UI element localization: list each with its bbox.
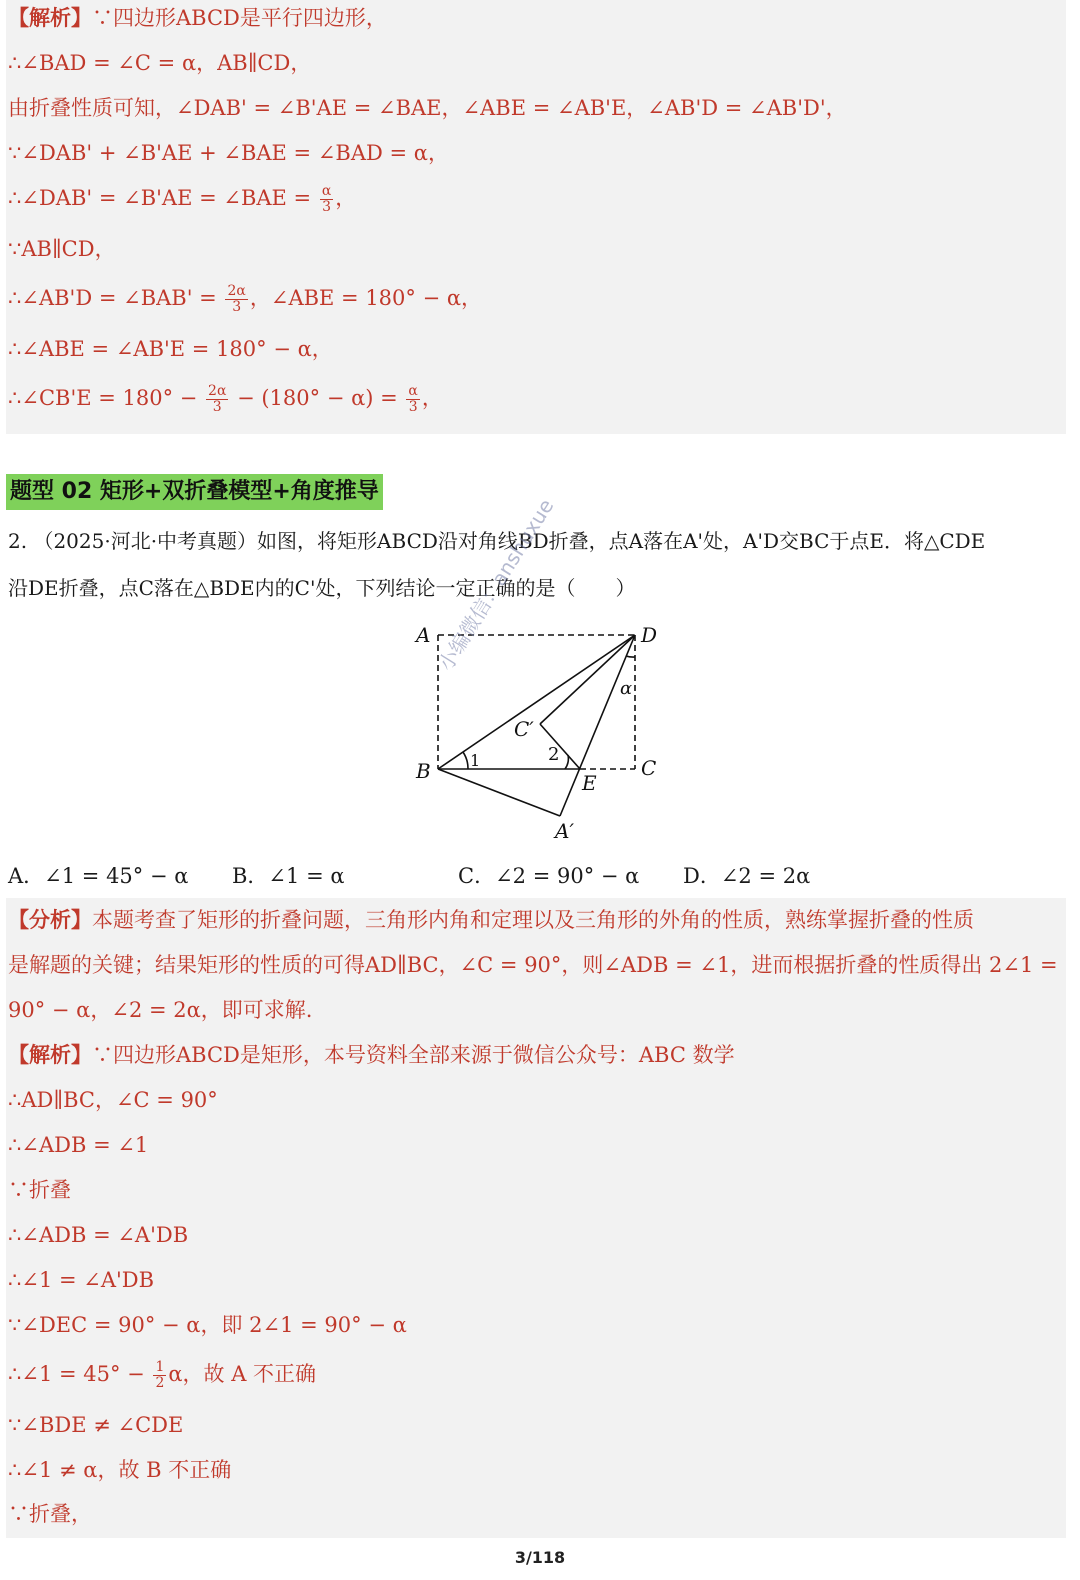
solution-1-line-1: 【解析】∵四边形ABCD是平行四边形，	[8, 6, 387, 30]
fraction: $\frac{\alpha}{3}$	[321, 183, 332, 215]
analysis-tag: 【分析】	[8, 908, 92, 932]
solution-2-line-9: ∵∠BDE ≠ ∠CDE	[8, 1413, 184, 1437]
solution-2-line-11: ∵折叠，	[8, 1502, 92, 1526]
solution-1-line-8: ∴∠ABE = ∠AB'E = 180° − α，	[8, 337, 333, 361]
fraction: $\frac{2\alpha}{3}$	[227, 283, 246, 315]
angle-1-arc	[463, 752, 468, 769]
solution-tag: 【解析】	[8, 6, 92, 30]
solution-2-line-2: ∴AD∥BC，∠C = 90°	[8, 1088, 218, 1112]
label-B: B	[416, 759, 431, 783]
solution-2-line-10: ∴∠1 ≠ α，故 B 不正确	[8, 1458, 232, 1482]
solution-2-line-1: 【解析】∵四边形ABCD是矩形，本号资料全部来源于微信公众号：ABC 数学	[8, 1043, 735, 1067]
solution-2-line-6: ∴∠1 = ∠A'DB	[8, 1268, 155, 1292]
solution-2-line-8: ∴∠1 = 45° − $\frac{1}{2}$ α，故 A 不正确	[8, 1359, 317, 1391]
page-number: 3/118	[514, 1548, 566, 1567]
angle-alpha-arc	[626, 656, 635, 657]
solution-block-2	[6, 898, 1066, 1538]
diagonal-BD	[438, 635, 635, 769]
label-D: D	[641, 623, 658, 647]
option-a[interactable]: A．∠1 = 45° − α	[8, 864, 189, 888]
fraction: $\frac{2\alpha}{3}$	[208, 383, 227, 415]
watermark: 小编微信：anshuxue	[433, 494, 559, 675]
label-alpha: α	[620, 678, 633, 699]
solution-2-line-4: ∵折叠	[8, 1178, 71, 1202]
option-d[interactable]: D．∠2 = 2α	[683, 864, 811, 888]
solution-2-line-7: ∵∠DEC = 90° − α，即 2∠1 = 90° − α	[8, 1313, 407, 1337]
analysis-line-2: 是解题的关键；结果矩形的性质的可得AD∥BC，∠C = 90°，则∠ADB = ∠1，进而根据折叠的性质得出 2∠1 =	[8, 953, 1058, 977]
segment-DA-prime	[560, 635, 635, 816]
label-E: E	[582, 771, 597, 795]
solution-1-line-2: ∴∠BAD = ∠C = α，AB∥CD，	[8, 51, 312, 75]
question-line-1: 2. （2025·河北·中考真题）如图，将矩形ABCD沿对角线BD折叠，点A落在A'处，A'D交BC于点E．将△CDE	[8, 529, 986, 553]
angle-2-arc	[565, 755, 568, 769]
label-angle-2: 2	[548, 744, 560, 765]
segment-BA-prime	[438, 769, 560, 816]
solution-tag: 【解析】	[8, 1043, 92, 1067]
label-A: A	[416, 623, 431, 647]
analysis-line-1: 【分析】本题考查了矩形的折叠问题，三角形内角和定理以及三角形的外角的性质，熟练掌握折叠的性质	[8, 908, 974, 932]
solution-1-line-6: ∵AB∥CD，	[8, 237, 116, 261]
solution-1-line-3: 由折叠性质可知，∠DAB' = ∠B'AE = ∠BAE，∠ABE = ∠AB'E，∠AB'D = ∠AB'D'，	[8, 96, 847, 120]
analysis-line-3: 90° − α，∠2 = 2α，即可求解.	[8, 998, 313, 1022]
fraction: $\frac{1}{2}$	[155, 1359, 165, 1391]
label-C: C	[641, 756, 657, 780]
solution-1-line-9: ∴∠CB'E = 180° − $\frac{2\alpha}{3}$ − (180° − α) = $\frac{\alpha}{3}$ ，	[8, 383, 443, 415]
section-heading: 题型 02 矩形+双折叠模型+角度推导	[6, 474, 383, 510]
solution-2-line-5: ∴∠ADB = ∠A'DB	[8, 1223, 189, 1247]
question-line-2: 沿DE折叠，点C落在△BDE内的C'处，下列结论一定正确的是（ ）	[8, 576, 636, 600]
solution-1-line-5: ∴∠DAB' = ∠B'AE = ∠BAE = $\frac{\alpha}{3}$ ，	[8, 183, 357, 215]
label-C-prime: C′	[514, 717, 534, 741]
label-A-prime: A′	[555, 819, 574, 843]
solution-1-line-4: ∵∠DAB' + ∠B'AE + ∠BAE = ∠BAD = α，	[8, 141, 449, 165]
fraction: $\frac{\alpha}{3}$	[408, 383, 418, 415]
solution-2-line-3: ∴∠ADB = ∠1	[8, 1133, 149, 1157]
solution-1-line-7: ∴∠AB'D = ∠BAB' = $\frac{2\alpha}{3}$ ，∠ABE = 180° − α，	[8, 283, 483, 315]
label-angle-1: 1	[470, 751, 481, 770]
segment-C-prime-E	[540, 724, 580, 769]
option-c[interactable]: C．∠2 = 90° − α	[458, 864, 640, 888]
option-b[interactable]: B．∠1 = α	[232, 864, 345, 888]
